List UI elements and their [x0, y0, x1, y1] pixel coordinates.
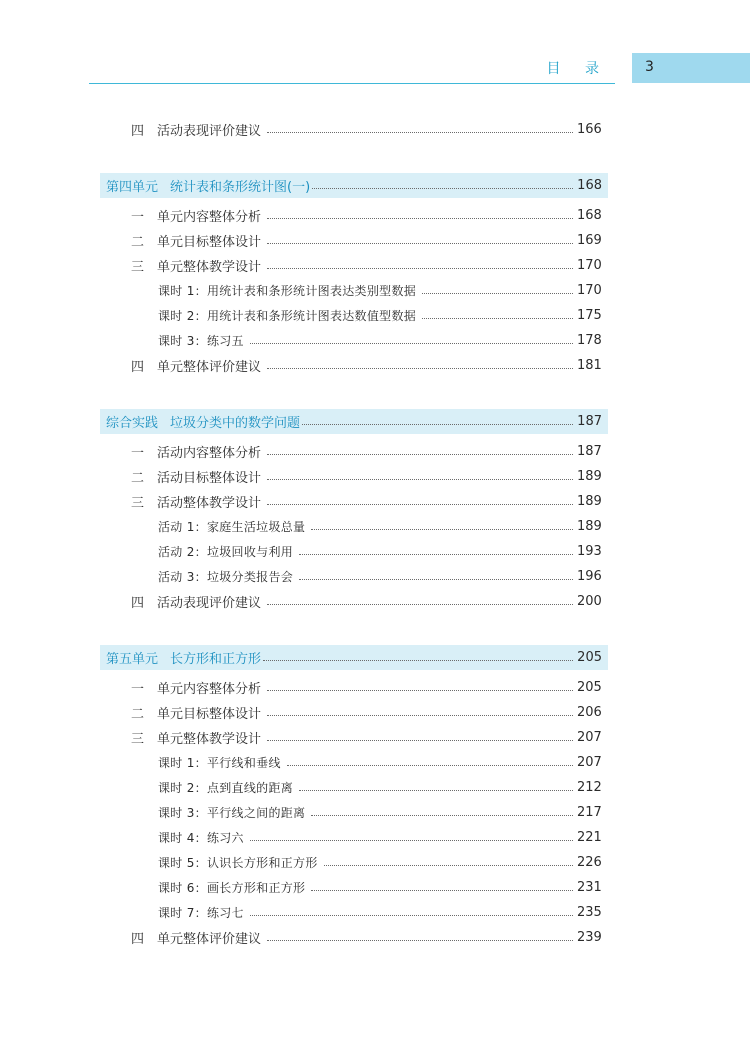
entry-title: 活动内容整体分析	[157, 446, 262, 461]
page-number: 3	[645, 59, 654, 75]
entry-title: 活动 2：垃圾回收与利用	[158, 545, 294, 559]
entry-page-number: 200	[577, 594, 602, 609]
header-title: 目 录	[546, 61, 609, 77]
entry-title: 单元目标整体设计	[157, 235, 262, 250]
leader-dots	[422, 293, 573, 294]
entry-page-number: 169	[577, 233, 602, 248]
toc-entry[interactable]	[131, 725, 601, 750]
leader-dots	[299, 790, 573, 791]
entry-page-number: 231	[577, 880, 602, 895]
toc-sub-entry[interactable]	[158, 278, 601, 303]
entry-title: 单元目标整体设计	[157, 707, 262, 722]
leader-dots	[267, 740, 573, 741]
toc-sub-entry[interactable]	[158, 825, 601, 850]
entry-title: 单元内容整体分析	[157, 682, 262, 697]
entry-title: 活动 3：垃圾分类报告会	[158, 570, 294, 584]
leader-dots	[324, 865, 573, 866]
entry-title: 课时 3：平行线之间的距离	[158, 806, 306, 820]
toc-unit-heading[interactable]	[100, 409, 608, 434]
toc-unit-heading[interactable]	[100, 173, 608, 198]
entry-page-number: 239	[577, 930, 602, 945]
toc-sub-entry[interactable]	[158, 850, 601, 875]
toc-entry[interactable]	[131, 253, 601, 278]
entry-page-number: 206	[577, 705, 602, 720]
unit-title: 垃圾分类中的数学问题	[170, 416, 301, 431]
entry-title: 单元整体教学设计	[157, 260, 262, 275]
entry-title: 单元整体教学设计	[157, 732, 262, 747]
unit-title: 长方形和正方形	[170, 652, 262, 667]
toc-sub-entry[interactable]	[158, 875, 601, 900]
unit-label: 第四单元	[106, 180, 159, 195]
entry-page-number: 189	[577, 519, 602, 534]
entry-title: 单元整体评价建议	[157, 360, 262, 375]
toc-entry[interactable]	[131, 203, 601, 228]
entry-number: 一	[131, 682, 145, 697]
toc-entry[interactable]	[131, 489, 601, 514]
entry-title: 课时 1：平行线和垂线	[158, 756, 281, 770]
toc-entry[interactable]	[131, 675, 601, 700]
unit-label: 第五单元	[106, 652, 159, 667]
leader-dots	[312, 188, 573, 189]
entry-number: 四	[131, 124, 145, 139]
unit-label: 综合实践	[106, 416, 159, 431]
leader-dots	[299, 579, 573, 580]
leader-dots	[287, 765, 573, 766]
entry-page-number: 226	[577, 855, 602, 870]
leader-dots	[311, 890, 573, 891]
toc-sub-entry[interactable]	[158, 564, 601, 589]
entry-page-number: 205	[577, 680, 602, 695]
toc-entry[interactable]	[131, 589, 601, 614]
toc-sub-entry[interactable]	[158, 328, 601, 353]
entry-title: 课时 5：认识长方形和正方形	[158, 856, 318, 870]
toc-unit-heading[interactable]	[100, 645, 608, 670]
entry-number: 四	[131, 360, 145, 375]
entry-page-number: 181	[577, 358, 602, 373]
entry-page-number: 207	[577, 755, 602, 770]
entry-page-number: 189	[577, 469, 602, 484]
entry-number: 四	[131, 596, 145, 611]
leader-dots	[267, 243, 573, 244]
entry-number: 二	[131, 707, 145, 722]
toc-sub-entry[interactable]	[158, 539, 601, 564]
entry-page-number: 235	[577, 905, 602, 920]
entry-title: 单元整体评价建议	[157, 932, 262, 947]
leader-dots	[263, 660, 573, 661]
toc-entry[interactable]	[131, 464, 601, 489]
entry-number: 一	[131, 446, 145, 461]
entry-page-number: 217	[577, 805, 602, 820]
entry-title: 单元内容整体分析	[157, 210, 262, 225]
entry-page-number: 175	[577, 308, 602, 323]
unit-title: 统计表和条形统计图(一)	[170, 180, 311, 195]
entry-title: 活动表现评价建议	[157, 596, 262, 611]
entry-title: 活动目标整体设计	[157, 471, 262, 486]
entry-title: 课时 6：画长方形和正方形	[158, 881, 306, 895]
leader-dots	[267, 604, 573, 605]
leader-dots	[311, 815, 573, 816]
leader-dots	[267, 715, 573, 716]
entry-number: 四	[131, 932, 145, 947]
entry-number: 二	[131, 235, 145, 250]
entry-number: 三	[131, 496, 145, 511]
entry-page-number: 207	[577, 730, 602, 745]
toc-entry[interactable]	[131, 228, 601, 253]
leader-dots	[267, 132, 573, 133]
leader-dots	[267, 454, 573, 455]
toc-sub-entry[interactable]	[158, 775, 601, 800]
entry-title: 课时 2：用统计表和条形统计图表达数值型数据	[158, 309, 417, 323]
leader-dots	[250, 840, 573, 841]
toc-entry[interactable]	[131, 700, 601, 725]
entry-page-number: 221	[577, 830, 602, 845]
unit-page-number: 187	[577, 414, 602, 429]
entry-title: 活动整体教学设计	[157, 496, 262, 511]
leader-dots	[267, 690, 573, 691]
toc-entry[interactable]	[131, 925, 601, 950]
toc-entry[interactable]	[131, 439, 601, 464]
leader-dots	[267, 218, 573, 219]
leader-dots	[267, 504, 573, 505]
leader-dots	[267, 368, 573, 369]
leader-dots	[422, 318, 573, 319]
toc-sub-entry[interactable]	[158, 800, 601, 825]
entry-page-number: 187	[577, 444, 602, 459]
unit-page-number: 168	[577, 178, 602, 193]
entry-title: 课时 4：练习六	[158, 831, 244, 845]
toc-sub-entry[interactable]	[158, 750, 601, 775]
entry-page-number: 168	[577, 208, 602, 223]
entry-page-number: 170	[577, 283, 602, 298]
entry-number: 三	[131, 732, 145, 747]
entry-title: 课时 3：练习五	[158, 334, 244, 348]
leader-dots	[267, 268, 573, 269]
entry-page-number: 212	[577, 780, 602, 795]
entry-title: 课时 2：点到直线的距离	[158, 781, 294, 795]
unit-page-number: 205	[577, 650, 602, 665]
entry-number: 二	[131, 471, 145, 486]
leader-dots	[311, 529, 573, 530]
leader-dots	[267, 940, 573, 941]
entry-title: 课时 1：用统计表和条形统计图表达类别型数据	[158, 284, 417, 298]
leader-dots	[267, 479, 573, 480]
entry-page-number: 166	[577, 122, 602, 137]
entry-number: 一	[131, 210, 145, 225]
toc-sub-entry[interactable]	[158, 900, 601, 925]
entry-page-number: 196	[577, 569, 602, 584]
toc-sub-entry[interactable]	[158, 303, 601, 328]
entry-title: 活动表现评价建议	[157, 124, 262, 139]
entry-title: 课时 7：练习七	[158, 906, 244, 920]
entry-page-number: 178	[577, 333, 602, 348]
entry-number: 三	[131, 260, 145, 275]
entry-page-number: 170	[577, 258, 602, 273]
toc-entry[interactable]	[131, 353, 601, 378]
leader-dots	[250, 343, 573, 344]
toc-sub-entry[interactable]	[158, 514, 601, 539]
leader-dots	[250, 915, 573, 916]
leader-dots	[299, 554, 573, 555]
entry-page-number: 189	[577, 494, 602, 509]
toc-entry[interactable]	[131, 117, 601, 142]
entry-title: 活动 1：家庭生活垃圾总量	[158, 520, 306, 534]
entry-page-number: 193	[577, 544, 602, 559]
leader-dots	[302, 424, 573, 425]
